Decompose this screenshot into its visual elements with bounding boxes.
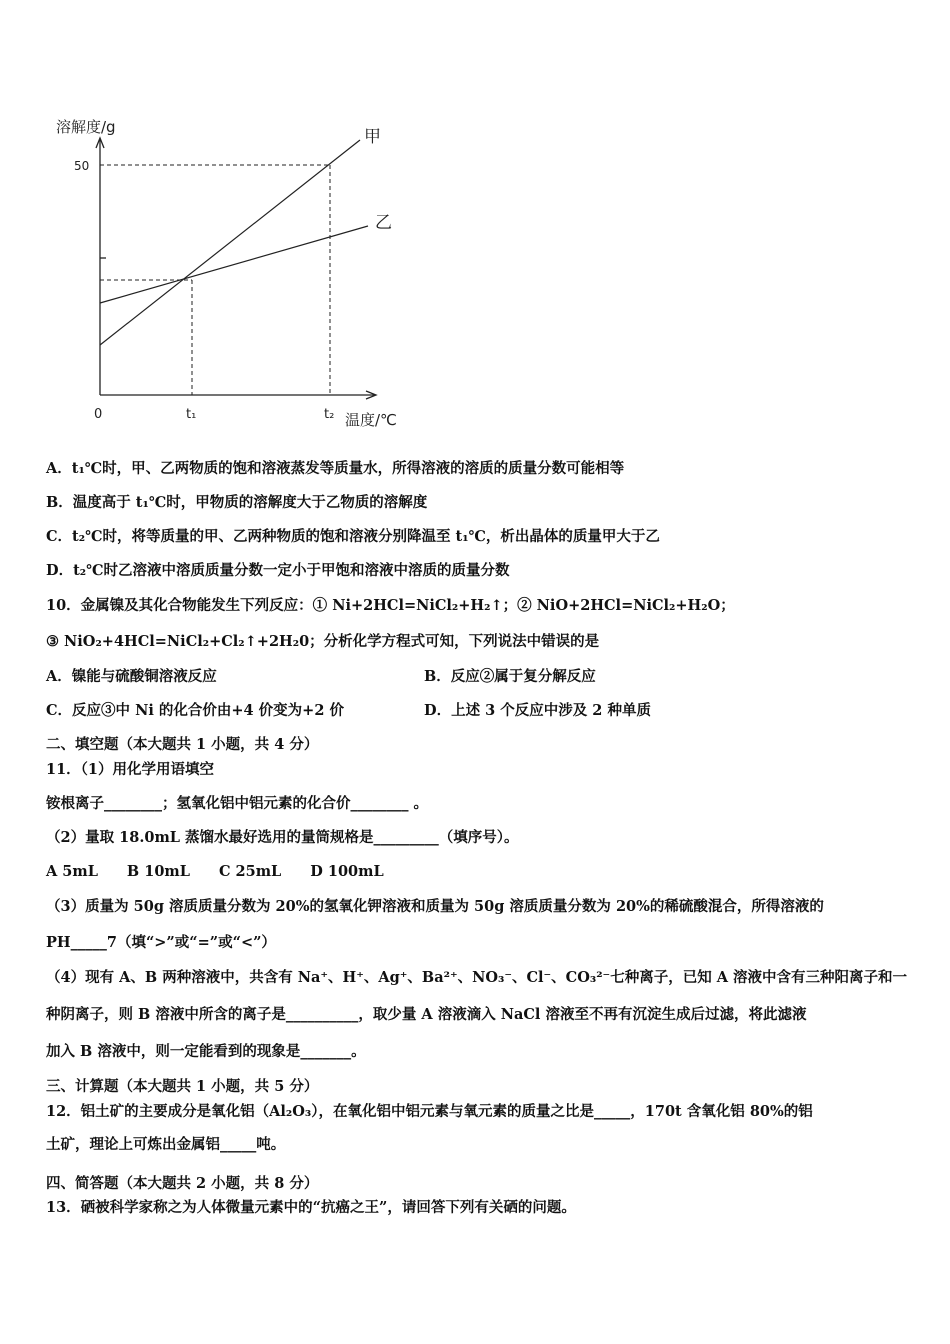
q11-part3-line2: PH_____7（填“>”或“=”或“<”） xyxy=(46,934,276,951)
y-tick-label: 50 xyxy=(74,159,90,173)
y-axis-label: 溶解度/g xyxy=(56,118,116,136)
q10-options-row2 xyxy=(46,701,906,721)
section4-heading: 四、简答题（本大题共 2 小题，共 8 分） xyxy=(46,1175,319,1192)
q9-option-d: D．t₂℃时乙溶液中溶质质量分数一定小于甲饱和溶液中溶质的质量分数 xyxy=(46,562,510,579)
solubility-graph xyxy=(40,110,420,430)
q10-stem-line2: ③ NiO₂+4HCl=NiCl₂+Cl₂↑+2H₂0；分析化学方程式可知，下列说法中错误的是 xyxy=(46,633,600,650)
q9-option-b: B．温度高于 t₁℃时，甲物质的溶解度大于乙物质的溶解度 xyxy=(46,494,428,511)
q11-part4-line3: 加入 B 溶液中，则一定能看到的现象是_______。 xyxy=(46,1043,366,1060)
x-axis-label: 温度/℃ xyxy=(345,411,397,429)
q9-option-c: C．t₂℃时，将等质量的甲、乙两种物质的饱和溶液分别降温至 t₁℃，析出晶体的质量甲大于乙 xyxy=(46,528,660,545)
q10-option-d: D．上述 3 个反应中涉及 2 种单质 xyxy=(424,702,651,719)
q11-part1: 铵根离子________；氢氧化铝中铝元素的化合价________ 。 xyxy=(46,795,429,812)
q9-option-a: A．t₁℃时，甲、乙两物质的饱和溶液蒸发等质量水，所得溶液的溶质的质量分数可能相等 xyxy=(46,460,625,477)
q11-title: 11．（1）用化学用语填空 xyxy=(46,761,215,778)
section2-heading: 二、填空题（本大题共 1 小题，共 4 分） xyxy=(46,736,319,753)
t2-label: t₂ xyxy=(324,407,335,422)
q13-stem: 13．硒被科学家称之为人体微量元素中的“抗癌之王”，请回答下列有关硒的问题。 xyxy=(46,1199,576,1216)
q12-line1: 12．铝土矿的主要成分是氧化铝（Al₂O₃），在氧化铝中铝元素与氧元素的质量之比是_____，170t 含氧化铝 80%的铝 xyxy=(46,1103,813,1120)
q12-line2: 土矿，理论上可炼出金属铝_____吨。 xyxy=(46,1136,286,1153)
q10-stem-line1: 10．金属镍及其化合物能发生下列反应：① Ni+2HCl=NiCl₂+H₂↑；② NiO+2HCl=NiCl₂+H₂O； xyxy=(46,597,735,614)
q11-part4-line2: 种阴离子，则 B 溶液中所含的离子是__________，取少量 A 溶液滴入 NaCl 溶液至不再有沉淀生成后过滤，将此滤液 xyxy=(46,1006,807,1023)
q10-option-a: A．镍能与硫酸铜溶液反应 xyxy=(46,668,217,685)
q10-options-row1 xyxy=(46,667,906,687)
q11-part2: （2）量取 18.0mL 蒸馏水最好选用的量筒规格是_________（填序号）。 xyxy=(46,829,519,846)
line-jia xyxy=(100,140,360,345)
q11-part4-line1: （4）现有 A、B 两种溶液中，共含有 Na⁺、H⁺、Ag⁺、Ba²⁺、NO₃⁻、Cl⁻、CO₃²⁻七种离子，已知 A 溶液中含有三种阳离子和一 xyxy=(46,969,908,986)
t1-label: t₁ xyxy=(186,407,197,422)
q10-option-b: B．反应②属于复分解反应 xyxy=(424,668,596,685)
section3-heading: 三、计算题（本大题共 1 小题，共 5 分） xyxy=(46,1078,319,1095)
series-label-jia: 甲 xyxy=(364,127,381,147)
q10-option-c: C．反应③中 Ni 的化合价由+4 价变为+2 价 xyxy=(46,702,344,719)
q11-part2-options: A 5mL B 10mL C 25mL D 100mL xyxy=(46,863,384,880)
q11-part3-line1: （3）质量为 50g 溶质质量分数为 20%的氢氧化钾溶液和质量为 50g 溶质质量分数为 20%的稀硫酸混合，所得溶液的 xyxy=(46,898,824,915)
series-label-yi: 乙 xyxy=(375,213,392,233)
origin-label: 0 xyxy=(94,407,103,422)
line-yi xyxy=(100,226,368,303)
